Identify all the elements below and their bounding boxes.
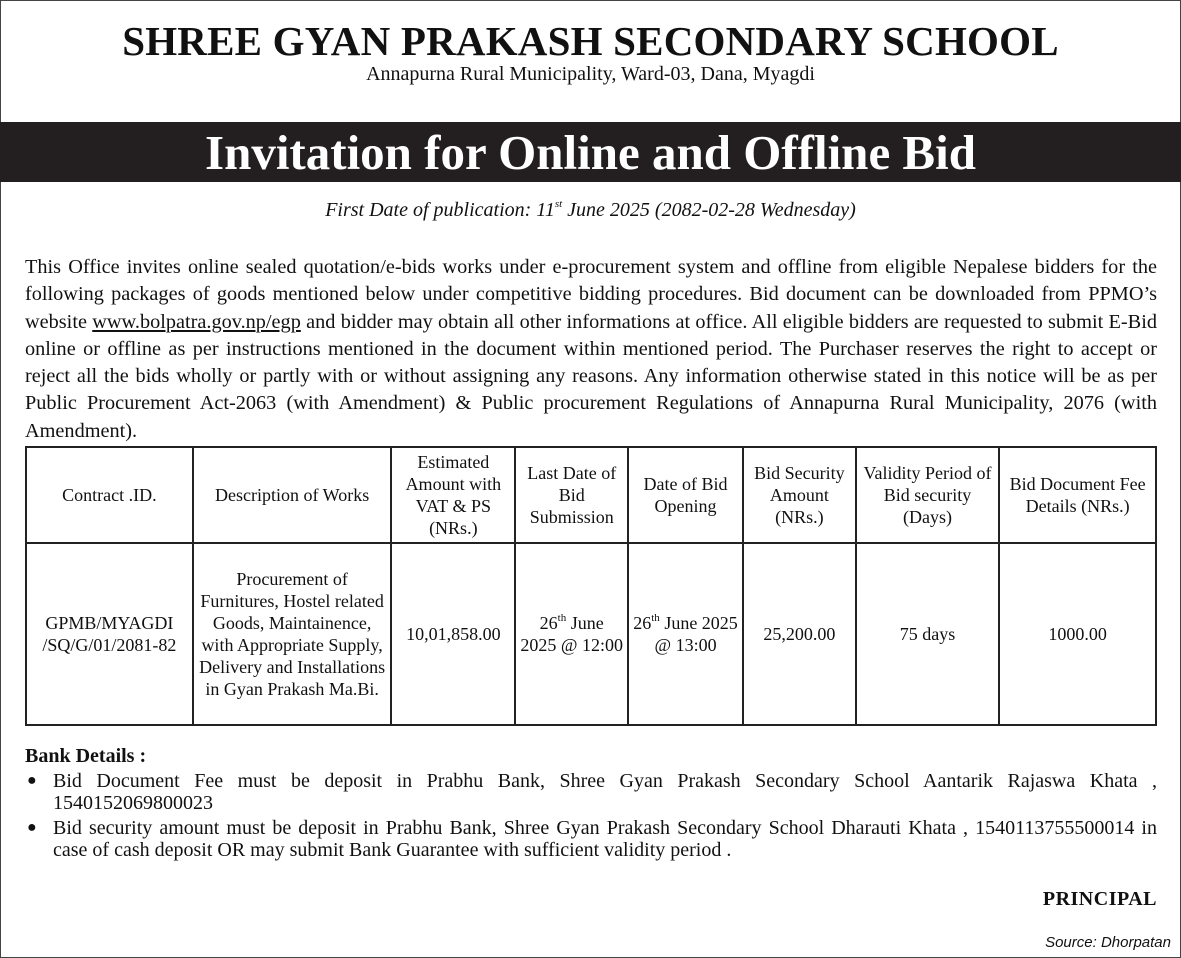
opening-date-day: 26	[633, 613, 652, 633]
publication-date-rest: June 2025 (2082-02-28 Wednesday)	[562, 199, 856, 221]
source-credit: Source: Dhorpatan	[1045, 934, 1171, 951]
notice-text-part1: This Office invites online sealed quotation/e-bids works under e-procurement system and offline from eligible Nepalese bidders for the following packages of goods mentioned below under competitive bidding procedures. Bid document can be downloaded from PPMO’s website	[25, 256, 1157, 333]
header-contract-id: Contract .ID.	[26, 447, 193, 543]
header-validity: Validity Period of Bid security (Days)	[856, 447, 1000, 543]
publication-date-suffix: st	[554, 198, 563, 210]
notice-paragraph	[25, 254, 1157, 445]
table-header-row	[26, 447, 1156, 543]
cell-validity: 75 days	[856, 543, 1000, 725]
bank-details-title: Bank Details :	[25, 745, 147, 767]
header-description: Description of Works	[193, 447, 392, 543]
bank-item-text: Bid security amount must be deposit in Prabhu Bank, Shree Gyan Prakash Secondary School Dharauti Khata , 1540113755500014 in case of cash deposit OR may submit Bank Guarantee with sufficient validity period .	[53, 817, 1157, 861]
notice-text-part2: and bidder may obtain all other informations at office. All eligible bidders are requested to submit E-Bid online or offline as per instructions mentioned in the document within mentioned period. The Purchaser reserves the right to accept or reject all the bids wholly or partly with or without assigning any reasons. Any information otherwise stated in this notice will be as per Public Procurement Act-2063 (with Amendment) & Public procurement Regulations of Annapurna Rural Municipality, 2076 (with Amendment).	[25, 310, 1157, 442]
publication-date-prefix: First Date of publication: 11	[325, 199, 555, 221]
cell-estimated-amount: 10,01,858.00	[391, 543, 515, 725]
cell-contract-id: GPMB/MYAGDI /SQ/G/01/2081-82	[26, 543, 193, 725]
signature-principal: PRINCIPAL	[1042, 888, 1157, 910]
last-date-suffix: th	[557, 612, 567, 624]
last-date-rest: June 2025 @ 12:00	[520, 613, 623, 655]
last-date-day: 26	[539, 613, 558, 633]
opening-date-suffix: th	[651, 612, 660, 624]
publication-date	[0, 198, 1181, 222]
list-item	[25, 817, 1157, 861]
table-row	[26, 543, 1156, 725]
cell-last-date	[515, 543, 628, 725]
header-estimated-amount: Estimated Amount with VAT & PS (NRs.)	[391, 447, 515, 543]
cell-bid-security: 25,200.00	[743, 543, 856, 725]
opening-date-rest: June 2025 @ 13:00	[654, 613, 738, 655]
header-bid-security: Bid Security Amount (NRs.)	[743, 447, 856, 543]
school-name: SHREE GYAN PRAKASH SECONDARY SCHOOL	[122, 18, 1059, 64]
ppmo-website-link[interactable]: www.bolpatra.gov.np/egp	[92, 310, 301, 333]
cell-description: Procurement of Furnitures, Hostel related Goods, Maintainence, with Appropriate Supply, Delivery and Installations in Gyan Prakash Ma.Bi.	[193, 543, 392, 725]
cell-opening-date	[628, 543, 743, 725]
bid-table	[25, 446, 1157, 726]
notice-banner-title: Invitation for Online and Offline Bid	[0, 122, 1181, 182]
bank-details-list	[25, 770, 1157, 864]
bullet-icon: ●	[27, 819, 37, 836]
school-address: Annapurna Rural Municipality, Ward-03, Dana, Myagdi	[366, 63, 815, 85]
bullet-icon: ●	[27, 772, 37, 789]
header-last-date: Last Date of Bid Submission	[515, 447, 628, 543]
list-item	[25, 770, 1157, 814]
cell-document-fee: 1000.00	[999, 543, 1156, 725]
header-document-fee: Bid Document Fee Details (NRs.)	[999, 447, 1156, 543]
header-opening-date: Date of Bid Opening	[628, 447, 743, 543]
bank-item-text: Bid Document Fee must be deposit in Prabhu Bank, Shree Gyan Prakash Secondary School Aantarik Rajaswa Khata , 1540152069800023	[53, 770, 1157, 814]
